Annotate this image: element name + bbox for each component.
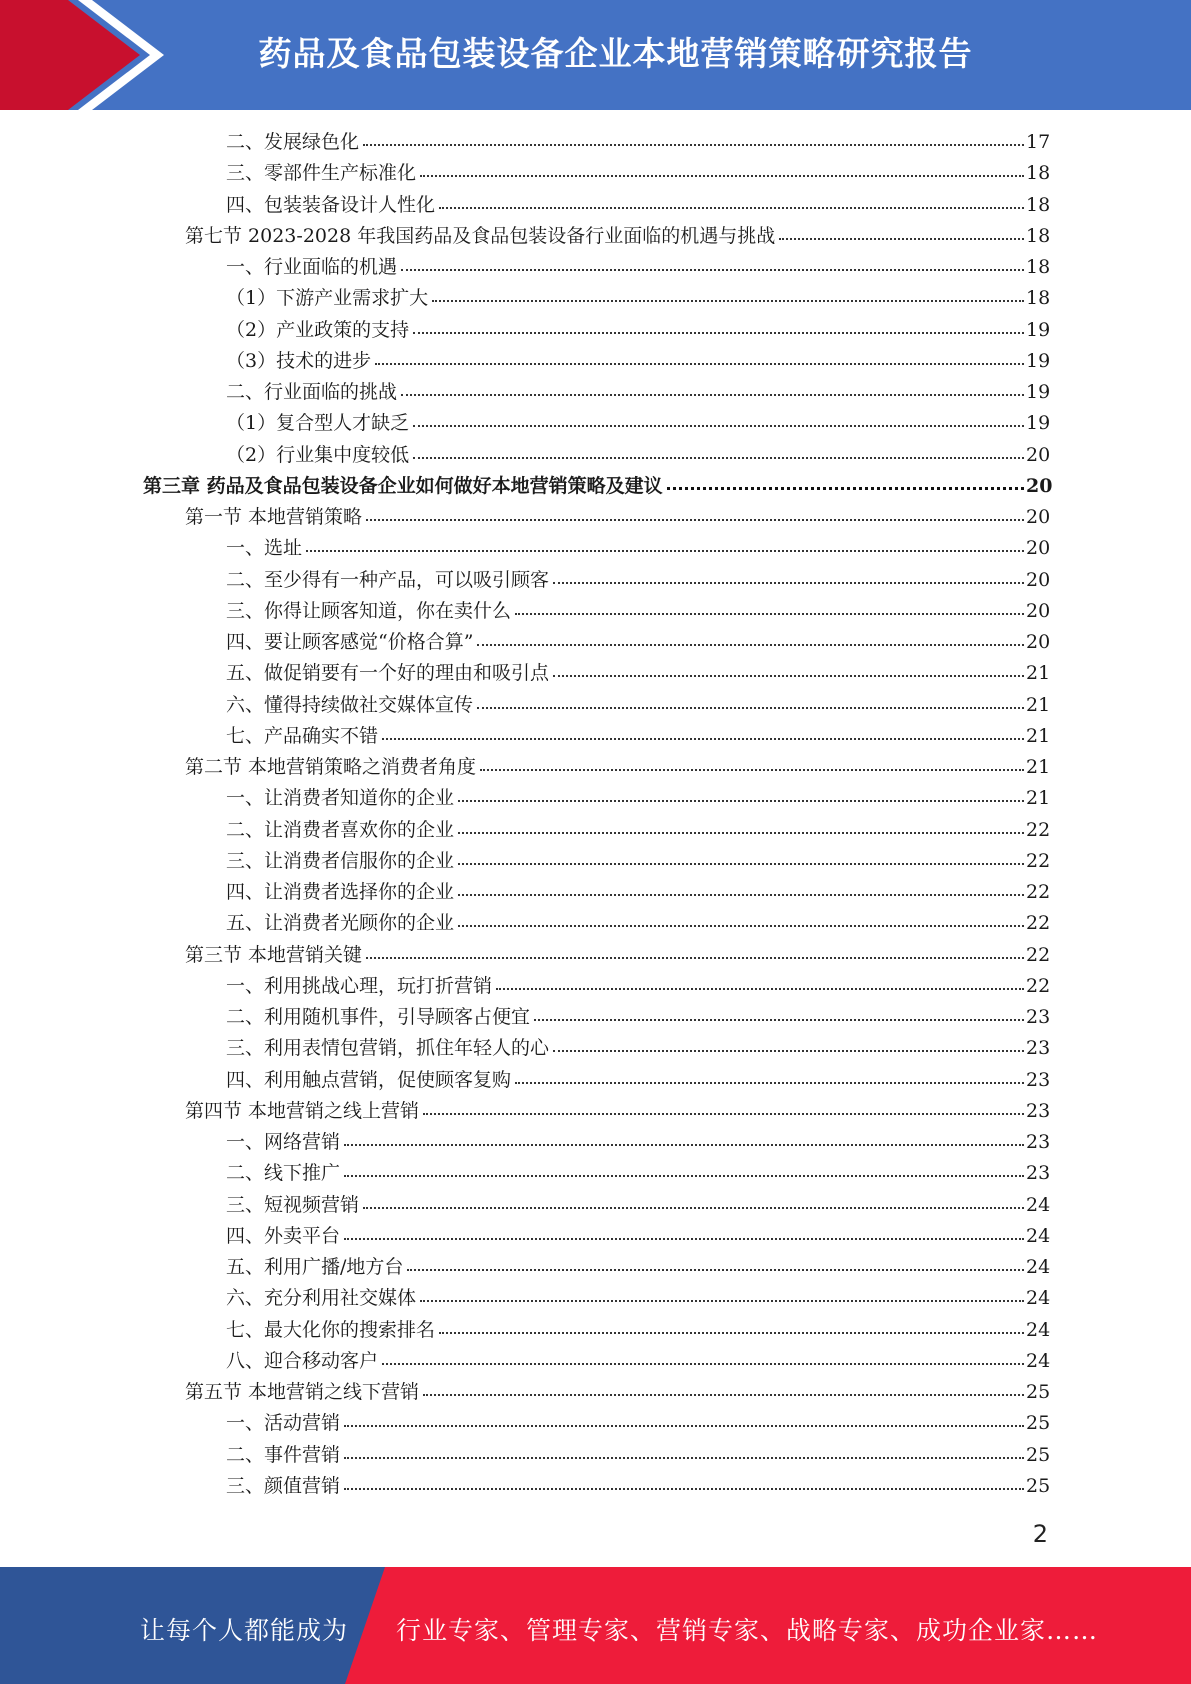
toc-item-entry[interactable] — [226, 1315, 1051, 1346]
toc-entry-title: （1）复合型人才缺乏 — [226, 412, 410, 434]
toc-dot-leader — [401, 253, 1024, 273]
toc-dot-leader — [420, 159, 1024, 179]
toc-page-number: 19 — [1026, 350, 1051, 372]
toc-item-entry[interactable] — [226, 1190, 1051, 1221]
toc-item-entry[interactable] — [226, 377, 1051, 408]
toc-page-number: 19 — [1026, 412, 1051, 434]
toc-dot-leader — [366, 941, 1024, 961]
toc-entry-title: 第四节 本地营销之线上营销 — [185, 1100, 420, 1122]
page-number: 2 — [1032, 1520, 1048, 1548]
toc-item-entry[interactable] — [226, 1440, 1051, 1471]
toc-page-number: 23 — [1026, 1006, 1051, 1028]
toc-entry-title: 三、你得让顾客知道，你在卖什么 — [226, 600, 512, 622]
toc-entry-title: 五、让消费者光顾你的企业 — [226, 912, 455, 934]
toc-dot-leader — [407, 1253, 1024, 1273]
toc-entry-title: 三、让消费者信服你的企业 — [226, 850, 455, 872]
toc-dot-leader — [363, 128, 1024, 148]
toc-dot-leader — [553, 1034, 1024, 1054]
toc-dot-leader — [496, 972, 1024, 992]
toc-page-number: 24 — [1026, 1350, 1051, 1372]
toc-item-entry[interactable] — [226, 1033, 1051, 1064]
toc-page-number: 24 — [1026, 1194, 1051, 1216]
toc-page-number: 21 — [1026, 725, 1051, 747]
toc-item-entry[interactable] — [226, 1252, 1051, 1283]
toc-entry-title: 八、迎合移动客户 — [226, 1350, 379, 1372]
toc-dot-leader — [480, 753, 1024, 773]
toc-entry-title: 四、包装装备设计人性化 — [226, 194, 436, 216]
toc-section-entry[interactable] — [185, 502, 1051, 533]
toc-item-entry[interactable] — [226, 1346, 1051, 1377]
toc-dot-leader — [344, 1159, 1024, 1179]
toc-entry-title: 第三章 药品及食品包装设备企业如何做好本地营销策略及建议 — [143, 475, 663, 497]
toc-dot-leader — [344, 1222, 1024, 1242]
toc-page-number: 17 — [1026, 131, 1051, 153]
toc-item-entry[interactable] — [226, 815, 1051, 846]
toc-entry-title: 二、事件营销 — [226, 1444, 341, 1466]
toc-entry-title: 第七节 2023-2028 年我国药品及食品包装设备行业面临的机遇与挑战 — [185, 225, 776, 247]
toc-dot-leader — [458, 847, 1024, 867]
toc-item-entry[interactable] — [226, 627, 1051, 658]
toc-page-number: 23 — [1026, 1100, 1051, 1122]
toc-page-number: 20 — [1026, 506, 1051, 528]
toc-dot-leader — [779, 222, 1024, 242]
toc-page-number: 24 — [1026, 1225, 1051, 1247]
toc-entry-title: 三、利用表情包营销，抓住年轻人的心 — [226, 1037, 550, 1059]
toc-item-entry[interactable] — [226, 877, 1051, 908]
toc-entry-title: 一、行业面临的机遇 — [226, 256, 398, 278]
toc-dot-leader — [423, 1097, 1024, 1117]
toc-dot-leader — [363, 1191, 1024, 1211]
toc-entry-title: 四、让消费者选择你的企业 — [226, 881, 455, 903]
toc-dot-leader — [458, 816, 1024, 836]
toc-page-number: 19 — [1026, 381, 1051, 403]
toc-item-entry[interactable] — [226, 408, 1051, 439]
toc-page-number: 22 — [1026, 881, 1051, 903]
toc-item-entry[interactable] — [226, 846, 1051, 877]
toc-entry-title: 五、做促销要有一个好的理由和吸引点 — [226, 662, 550, 684]
toc-dot-leader — [553, 566, 1024, 586]
toc-page-number: 20 — [1026, 475, 1053, 497]
toc-dot-leader — [667, 472, 1024, 492]
toc-item-entry[interactable] — [226, 565, 1051, 596]
toc-dot-leader — [375, 347, 1024, 367]
toc-page-number: 21 — [1026, 787, 1051, 809]
toc-page-number: 18 — [1026, 162, 1051, 184]
toc-dot-leader — [458, 909, 1024, 929]
toc-entry-title: 三、颜值营销 — [226, 1475, 341, 1497]
toc-page-number: 22 — [1026, 912, 1051, 934]
toc-entry-title: 一、活动营销 — [226, 1412, 341, 1434]
toc-page-number: 22 — [1026, 850, 1051, 872]
toc-page-number: 21 — [1026, 694, 1051, 716]
toc-page-number: 24 — [1026, 1256, 1051, 1278]
toc-entry-title: （2）产业政策的支持 — [226, 319, 410, 341]
toc-page-number: 25 — [1026, 1444, 1051, 1466]
toc-page-number: 21 — [1026, 756, 1051, 778]
toc-entry-title: 四、要让顾客感觉“价格合算” — [226, 631, 474, 653]
toc-dot-leader — [432, 284, 1024, 304]
toc-dot-leader — [306, 534, 1024, 554]
toc-item-entry[interactable] — [226, 127, 1051, 158]
toc-dot-leader — [413, 409, 1024, 429]
toc-section-entry[interactable] — [185, 1377, 1051, 1408]
toc-item-entry[interactable] — [226, 158, 1051, 189]
toc-section-entry[interactable] — [185, 752, 1051, 783]
toc-dot-leader — [423, 1378, 1024, 1398]
toc-dot-leader — [344, 1128, 1024, 1148]
toc-item-entry[interactable] — [226, 1158, 1051, 1189]
toc-item-entry[interactable] — [226, 1471, 1051, 1502]
toc-dot-leader — [413, 316, 1024, 336]
toc-dot-leader — [458, 784, 1024, 804]
toc-page-number: 20 — [1026, 569, 1051, 591]
toc-item-entry[interactable] — [226, 283, 1051, 314]
toc-dot-leader — [477, 628, 1024, 648]
toc-page-number: 24 — [1026, 1287, 1051, 1309]
toc-entry-title: 四、外卖平台 — [226, 1225, 341, 1247]
toc-entry-title: 七、最大化你的搜索排名 — [226, 1319, 436, 1341]
toc-dot-leader — [553, 659, 1024, 679]
toc-item-entry[interactable] — [226, 440, 1051, 471]
toc-item-entry[interactable] — [226, 596, 1051, 627]
toc-page-number: 23 — [1026, 1069, 1051, 1091]
toc-entry-title: （2）行业集中度较低 — [226, 444, 410, 466]
toc-dot-leader — [344, 1441, 1024, 1461]
toc-entry-title: 二、让消费者喜欢你的企业 — [226, 819, 455, 841]
toc-entry-title: 二、利用随机事件，引导顾客占便宜 — [226, 1006, 531, 1028]
toc-page-number: 20 — [1026, 537, 1051, 559]
toc-entry-title: 第二节 本地营销策略之消费者角度 — [185, 756, 477, 778]
toc-dot-leader — [382, 722, 1024, 742]
toc-item-entry[interactable] — [226, 1002, 1051, 1033]
toc-item-entry[interactable] — [226, 721, 1051, 752]
toc-section-entry[interactable] — [185, 940, 1051, 971]
footer-slogan-left: 让每个人都能成为 — [140, 1616, 349, 1645]
toc-page-number: 18 — [1026, 225, 1051, 247]
toc-entry-title: 第一节 本地营销策略 — [185, 506, 363, 528]
toc-entry-title: 四、利用触点营销，促使顾客复购 — [226, 1069, 512, 1091]
toc-item-entry[interactable] — [226, 1408, 1051, 1439]
toc-dot-leader — [366, 503, 1024, 523]
toc-entry-title: （1）下游产业需求扩大 — [226, 287, 429, 309]
toc-dot-leader — [439, 1316, 1024, 1336]
toc-dot-leader — [458, 878, 1024, 898]
toc-item-entry[interactable] — [226, 346, 1051, 377]
toc-entry-title: 二、发展绿色化 — [226, 131, 360, 153]
toc-page-number: 20 — [1026, 631, 1051, 653]
toc-section-entry[interactable] — [185, 221, 1051, 252]
toc-dot-leader — [413, 441, 1024, 461]
toc-page-number: 18 — [1026, 194, 1051, 216]
toc-entry-title: 二、至少得有一种产品，可以吸引顾客 — [226, 569, 550, 591]
toc-item-entry[interactable] — [226, 1221, 1051, 1252]
toc-entry-title: 七、产品确实不错 — [226, 725, 379, 747]
toc-item-entry[interactable] — [226, 1127, 1051, 1158]
toc-item-entry[interactable] — [226, 908, 1051, 939]
toc-page-number: 18 — [1026, 287, 1051, 309]
toc-page-number: 25 — [1026, 1412, 1051, 1434]
toc-dot-leader — [477, 691, 1024, 711]
toc-entry-title: 第五节 本地营销之线下营销 — [185, 1381, 420, 1403]
toc-entry-title: 第三节 本地营销关键 — [185, 944, 363, 966]
toc-entry-title: 三、零部件生产标准化 — [226, 162, 417, 184]
toc-entry-title: 一、选址 — [226, 537, 303, 559]
toc-item-entry[interactable] — [226, 190, 1051, 221]
toc-dot-leader — [534, 1003, 1024, 1023]
page-header — [0, 0, 1191, 110]
toc-section-entry[interactable] — [185, 1096, 1051, 1127]
toc-entry-title: 二、行业面临的挑战 — [226, 381, 398, 403]
toc-page-number: 20 — [1026, 600, 1051, 622]
toc-page-number: 23 — [1026, 1131, 1051, 1153]
toc-page-number: 21 — [1026, 662, 1051, 684]
toc-item-entry[interactable] — [226, 971, 1051, 1002]
toc-dot-leader — [344, 1472, 1024, 1492]
toc-item-entry[interactable] — [226, 252, 1051, 283]
document-title: 药品及食品包装设备企业本地营销策略研究报告 — [258, 34, 973, 73]
toc-entry-title: 一、网络营销 — [226, 1131, 341, 1153]
toc-entry-title: 三、短视频营销 — [226, 1194, 360, 1216]
toc-page-number: 22 — [1026, 819, 1051, 841]
toc-dot-leader — [401, 378, 1024, 398]
toc-page-number: 20 — [1026, 444, 1051, 466]
toc-entry-title: 五、利用广播/地方台 — [226, 1256, 404, 1278]
toc-item-entry[interactable] — [226, 690, 1051, 721]
toc-page-number: 25 — [1026, 1475, 1051, 1497]
toc-chapter-entry[interactable] — [143, 471, 1053, 502]
toc-entry-title: 一、让消费者知道你的企业 — [226, 787, 455, 809]
toc-page-number: 23 — [1026, 1037, 1051, 1059]
toc-page-number: 23 — [1026, 1162, 1051, 1184]
toc-entry-title: 六、懂得持续做社交媒体宣传 — [226, 694, 474, 716]
toc-page-number: 25 — [1026, 1381, 1051, 1403]
toc-page-number: 19 — [1026, 319, 1051, 341]
toc-entry-title: 一、利用挑战心理，玩打折营销 — [226, 975, 493, 997]
toc-page-number: 18 — [1026, 256, 1051, 278]
toc-dot-leader — [344, 1409, 1024, 1429]
toc-page-number: 22 — [1026, 944, 1051, 966]
toc-item-entry[interactable] — [226, 1283, 1051, 1314]
toc-entry-title: 六、充分利用社交媒体 — [226, 1287, 417, 1309]
toc-page-number: 24 — [1026, 1319, 1051, 1341]
toc-dot-leader — [515, 1066, 1024, 1086]
toc-dot-leader — [439, 191, 1024, 211]
toc-item-entry[interactable] — [226, 1065, 1051, 1096]
page-footer — [0, 1567, 1191, 1684]
toc-item-entry[interactable] — [226, 783, 1051, 814]
toc-dot-leader — [420, 1284, 1024, 1304]
toc-entry-title: （3）技术的进步 — [226, 350, 372, 372]
toc-entry-title: 二、线下推广 — [226, 1162, 341, 1184]
toc-item-entry[interactable] — [226, 533, 1051, 564]
toc-item-entry[interactable] — [226, 315, 1051, 346]
toc-dot-leader — [382, 1347, 1024, 1367]
toc-item-entry[interactable] — [226, 658, 1051, 689]
toc-page-number: 22 — [1026, 975, 1051, 997]
footer-slogan-right: 行业专家、管理专家、营销专家、战略专家、成功企业家…… — [396, 1616, 1099, 1645]
toc-dot-leader — [515, 597, 1024, 617]
